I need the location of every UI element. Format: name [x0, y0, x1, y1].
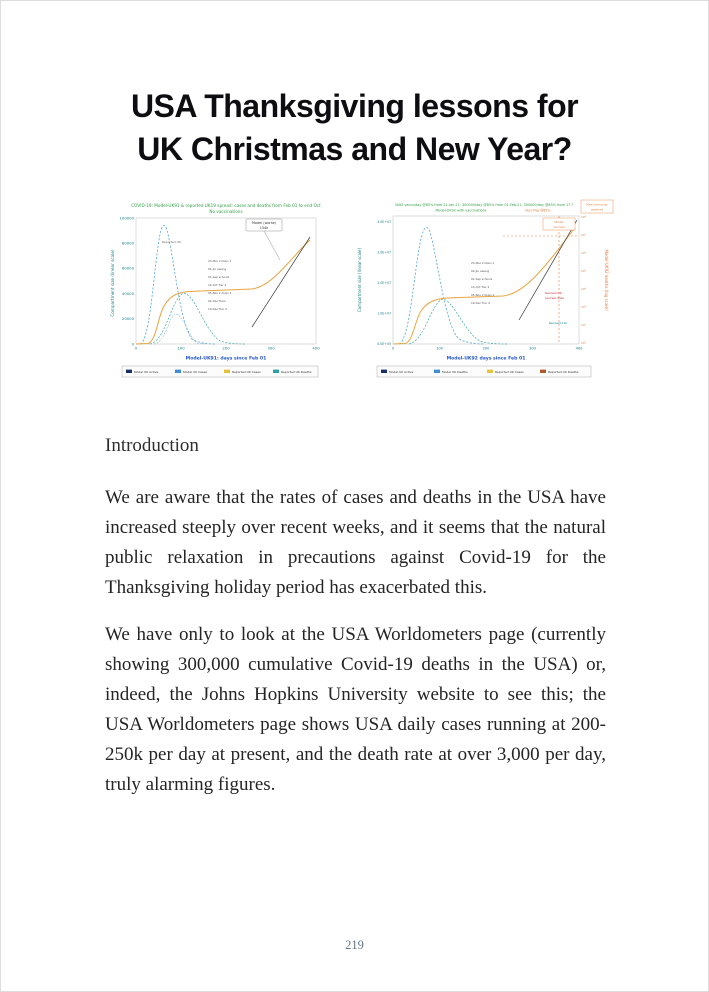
figures-row: [104, 198, 708, 395]
event-label: 23-Mar L'down 1: [208, 259, 232, 263]
page-title-line2: UK Christmas and New Year?: [137, 131, 572, 167]
legend-label: Model UK Active: [389, 369, 414, 374]
right-y-axis-label: Compartment size (linear scale): [357, 247, 362, 313]
tick-label: 400: [312, 345, 320, 351]
red-note-text: Revised UK: [545, 291, 562, 295]
legend-label: Model UK Cases: [183, 369, 207, 374]
legend-swatch: [434, 370, 440, 373]
legend-label: Reported UK Cases: [232, 369, 261, 374]
annotation-text: reached: [590, 207, 604, 212]
tick-label: 0: [134, 345, 138, 351]
event-label: 14-Oct Tier 2: [471, 285, 490, 289]
legend-label: Reported UK Deaths: [548, 369, 579, 374]
legend-swatch: [175, 370, 181, 373]
right-x-tick-labels: [392, 347, 583, 351]
page-title: [41, 85, 668, 171]
right-y2-tick-labels: [581, 215, 587, 345]
left-y-tick-labels: [120, 215, 135, 346]
tick-label: 400: [575, 346, 583, 351]
tick-label: 1.0E+07: [377, 311, 391, 316]
event-label: 04-Jul easing: [471, 269, 490, 273]
tick-label: 100000: [119, 215, 134, 221]
teal-note-text: Revised 11k: [549, 321, 568, 325]
legend-swatch: [540, 370, 546, 373]
legend-swatch: [381, 370, 387, 373]
right-y2-axis-label: Model-UK92 deaths (log scale): [604, 249, 609, 311]
right-legend: [377, 366, 591, 377]
annotation-leader-line: [264, 231, 280, 260]
tick-label: 0: [391, 346, 395, 351]
event-label: 19-Dec Tier 4: [208, 307, 227, 311]
event-label: 14-Oct Tier 2: [208, 283, 227, 287]
event-label: 05-Nov L'down 2: [208, 291, 232, 295]
model-projection-line: [252, 237, 310, 327]
event-label: 23-Mar L'down 1: [471, 261, 495, 265]
right-x-axis-label: Model-UK92 days since Feb 01: [446, 356, 526, 362]
left-x-tick-labels: [135, 346, 320, 351]
tick-label: 10¹: [581, 341, 587, 345]
tick-label: 60000: [121, 265, 134, 271]
intro-heading: Introduction: [105, 435, 199, 456]
right-corner-box: [581, 200, 613, 213]
tick-label: 10³: [581, 305, 587, 309]
left-event-labels: [208, 259, 232, 311]
event-label: 02-Dec Tiers: [208, 299, 226, 303]
peak-note: Reported UK: [162, 240, 181, 244]
left-chart-title: COVID-19: Model-UK91 & reported UK19 spread: cases and deaths from Feb 01 to end Oct: [131, 203, 321, 208]
page-title-line1: USA Thanksgiving lessons for: [130, 88, 579, 124]
tick-label: 10⁵: [581, 269, 587, 273]
figure-covid-model-with-vaccination: [353, 198, 615, 395]
tick-label: 4.0E+07: [377, 220, 391, 224]
tick-label: 10²: [581, 323, 587, 327]
tick-label: 10⁴: [581, 287, 587, 291]
legend-label: Reported UK Deaths: [281, 369, 312, 374]
figure-covid-model-no-vaccination: [104, 198, 331, 395]
event-label: 19-Dec Tier 4: [471, 301, 490, 305]
left-chart-subtitle: No vaccinations: [209, 209, 243, 214]
tick-label: 300: [529, 346, 536, 351]
tick-label: 80000: [121, 240, 134, 246]
annotation-text: 154k: [259, 226, 269, 230]
model-projection-line: [519, 220, 577, 320]
right-chart-title: 3000 vaccs/day @85% from 21-Jan-21, 300000/day @85% from 01-Feb-21, 300000/day @85% from 17-?: [394, 203, 574, 207]
left-legend: [122, 366, 318, 377]
annotation-text: Max immunity: [586, 202, 608, 207]
secondary-curve: [409, 299, 507, 344]
legend-swatch: [126, 370, 132, 373]
event-label: 05-Nov L'down 2: [471, 293, 495, 297]
red-note-text: (worse) data: [545, 296, 564, 300]
event-label: 01-Sep schools: [208, 275, 230, 279]
page-number: 219: [345, 938, 364, 952]
left-y-axis-label: Compartment size (linear scale): [110, 249, 115, 317]
tick-label: 200: [482, 346, 490, 351]
legend-swatch: [487, 370, 493, 373]
annotation-text: Model (worse): [252, 221, 276, 225]
paragraph-2: We have only to look at the USA Worldometers page (currently showing 300,000 cumulative Covid-19 deaths in the USA) or, indeed, the Johns Hopkins University website to see this; the USA Worldometers page shows USA daily cases running at 200-250k per day at present, and the death rate at over 3,000 per day, truly alarming figures.: [105, 624, 606, 795]
tick-label: 10⁶: [581, 251, 587, 255]
event-label: 04-Jul easing: [208, 267, 227, 271]
tick-label: 10⁷: [581, 233, 587, 237]
tick-label: 2.0E+07: [377, 281, 391, 285]
right-red-note: [545, 291, 564, 300]
right-orange-note: Vacc Pop @85%: [525, 208, 551, 213]
left-plot-frame: [136, 218, 316, 344]
legend-label: Model UK Active: [134, 369, 159, 374]
tick-label: 40000: [121, 290, 134, 296]
legend-label: Model UK Deaths: [442, 369, 468, 374]
event-label: 01-Sep schools: [471, 277, 493, 281]
right-chart-subtitle: Model-UK92 with vaccinations: [435, 208, 487, 213]
tick-label: 200: [222, 345, 230, 351]
tick-label: 3.0E+07: [377, 250, 391, 255]
annotation-text: (worse): [553, 225, 565, 229]
right-y-tick-labels: [377, 220, 391, 346]
right-chart-svg: [353, 198, 615, 395]
tick-label: 300: [267, 345, 275, 351]
tick-label: 10⁸: [581, 215, 587, 219]
legend-swatch: [273, 370, 279, 373]
tick-label: 0.0E+00: [377, 342, 391, 346]
tertiary-curve: [154, 314, 206, 344]
paragraph-1: We are aware that the rates of cases and deaths in the USA have increased steeply over recent weeks, and it seems that the natural public relaxation in precautions against Covid-19 for the Thanksgiving holiday period has exacerbated this.: [105, 487, 606, 598]
secondary-curve: [150, 293, 246, 344]
left-x-axis-label: Model-UK91: days since Feb 01: [185, 356, 267, 362]
left-annotation-box: [246, 219, 282, 260]
annotation-text: Model: [554, 220, 564, 224]
right-annotation-box: [543, 218, 575, 230]
tick-label: 20000: [121, 316, 134, 322]
tick-label: 100: [177, 345, 185, 351]
legend-swatch: [224, 370, 230, 373]
right-event-labels: [471, 261, 495, 305]
legend-label: Reported UK Cases: [495, 369, 524, 374]
left-chart-svg: [104, 198, 331, 395]
tick-label: 100: [436, 346, 443, 351]
tick-label: 0: [131, 341, 134, 347]
